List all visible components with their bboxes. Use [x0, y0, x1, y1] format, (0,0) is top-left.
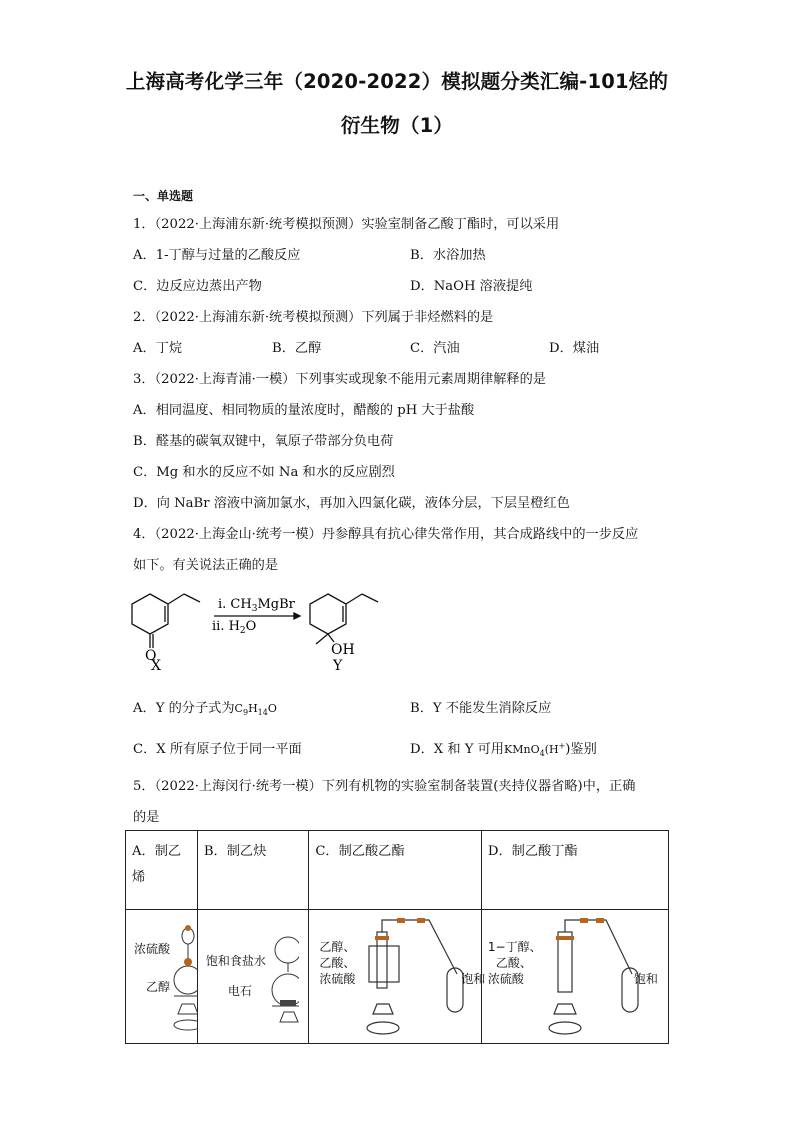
apparatus-cell-a: [126, 910, 198, 1044]
question-3-option-b: B．醛基的碳氧双键中，氧原子带部分负电荷: [133, 434, 394, 449]
compound-x-label: X: [151, 658, 161, 672]
reaction-scheme: [128, 588, 388, 672]
question-1-option-c: C．边反应边蒸出产物: [133, 279, 262, 294]
question-1-option-b: B．水浴加热: [410, 248, 486, 263]
question-2-option-c: C．汽油: [410, 341, 460, 356]
y-hydroxyl-label: OH: [331, 642, 355, 658]
label-1-butanol-d: 1−丁醇、: [487, 940, 542, 954]
apparatus-cell-d: [481, 910, 668, 1044]
question-4-option-b: B．Y 不能发生消除反应: [410, 701, 552, 716]
label-ethanol: 乙醇: [146, 980, 171, 994]
question-4-stem-line-1: 4．（2022·上海金山·统考一模）丹参醇具有抗心律失常作用，其合成路线中的一步反应: [133, 527, 639, 542]
label-conc-sulfuric-acid: 浓硫酸: [134, 942, 171, 956]
section-heading: 一、单选题: [133, 189, 194, 203]
question-1-option-a: A．1-丁醇与过量的乙酸反应: [133, 248, 301, 263]
question-3-option-d: D．向 NaBr 溶液中滴加氯水，再加入四氯化碳，液体分层，下层呈橙红色: [133, 496, 570, 511]
compound-y-ring: [310, 594, 346, 634]
question-5-stem-line-2: 的是: [133, 810, 160, 825]
apparatus-table: [125, 830, 669, 1044]
acetylene-apparatus-drawing: [198, 910, 299, 1041]
question-4-option-c: C．X 所有原子位于同一平面: [133, 742, 302, 757]
apparatus-cell-c: [309, 910, 486, 1044]
document-title-line-1: 上海高考化学三年（2020-2022）模拟题分类汇编-101烃的: [125, 70, 669, 93]
apparatus-header-c: C．制乙酸乙酯: [309, 831, 482, 910]
apparatus-header-a: A．制乙烯: [126, 831, 198, 910]
question-4-stem-line-2: 如下。有关说法正确的是: [133, 558, 279, 573]
label-saturated-d: 饱和: [633, 972, 658, 986]
label-saturated-c: 饱和: [461, 972, 486, 986]
apparatus-header-d: D．制乙酸丁酯: [481, 831, 668, 910]
question-2-option-a: A．丁烷: [133, 341, 183, 356]
formula-y: $C_9H_{14}O$: [234, 702, 277, 717]
compound-y-label: Y: [333, 658, 343, 672]
reagent-step-2: ii. $H_2O$: [212, 619, 257, 636]
reagent-kmno4: KMnO$_4$(H+: [504, 741, 566, 758]
label-saturated-brine: 饱和食盐水: [205, 954, 266, 968]
question-4-option-a: A．Y 的分子式为$C_9H_{14}O$: [133, 701, 277, 717]
compound-x-ring: [132, 594, 168, 634]
question-1-stem: 1．（2022·上海浦东新·统考模拟预测）实验室制备乙酸丁酯时，可以采用: [133, 217, 560, 232]
question-2-option-b: B．乙醇: [272, 341, 322, 356]
label-conc-sulfuric-acid-d: 浓硫酸: [487, 972, 524, 986]
apparatus-cell-b: [197, 910, 309, 1044]
ethylene-apparatus-drawing: [126, 910, 198, 1041]
question-2-option-d: D．煤油: [549, 341, 600, 356]
reagent-step-1: i. $CH_3MgBr$: [218, 597, 295, 614]
label-ethanol-c: 乙醇、: [319, 940, 356, 954]
label-conc-sulfuric-acid-c: 浓硫酸: [319, 972, 356, 986]
label-calcium-carbide: 电石: [227, 984, 252, 998]
document-title-line-2: 衍生物（1）: [340, 114, 454, 137]
apparatus-header-b: B．制乙炔: [197, 831, 309, 910]
label-acetic-acid-d: 乙酸、: [495, 956, 532, 970]
x-oxygen-label: O: [145, 648, 157, 664]
question-2-stem: 2．（2022·上海浦东新·统考模拟预测）下列属于非烃燃料的是: [133, 310, 494, 325]
question-5-stem-line-1: 5．（2022·上海闵行·统考一模）下列有机物的实验室制备装置(夹持仪器省略)中，正确: [133, 779, 636, 794]
question-4-option-d: D．X 和 Y 可用KMnO$_4$(H+)鉴别: [410, 741, 597, 758]
question-3-option-c: C．Mg 和水的反应不如 Na 和水的反应剧烈: [133, 465, 395, 480]
question-1-option-d: D．NaOH 溶液提纯: [410, 279, 533, 294]
question-3-option-a: A．相同温度、相同物质的量浓度时，醋酸的 pH 大于盐酸: [133, 403, 475, 418]
label-acetic-acid-c: 乙酸、: [319, 956, 356, 970]
question-3-stem: 3．（2022·上海青浦·一模）下列事实或现象不能用元素周期律解释的是: [133, 372, 546, 387]
